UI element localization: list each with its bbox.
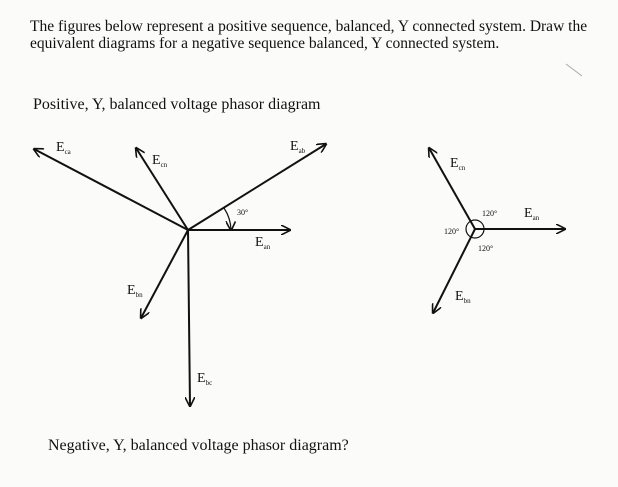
- phasor-ebc: [188, 230, 190, 406]
- label-ean-right: $E_{an}$: [524, 206, 540, 222]
- angle-label-30: 30°: [237, 208, 249, 217]
- intro-text: The figures below represent a positive sequence, balanced, Y connected system. Draw the equivalent diagrams for a negative sequence balanced, Y connected system.: [30, 18, 588, 52]
- label-eca: $E_{ca}$: [56, 140, 71, 156]
- label-ebn-right: $E_{bn}$: [455, 289, 471, 305]
- angle-label-120-c: 120°: [478, 244, 494, 253]
- angle-label-120-a: 120°: [482, 209, 498, 218]
- angle-arc-30: [224, 208, 231, 230]
- angle-label-120-b: 120°: [444, 227, 460, 236]
- label-ean: $E_{an}$: [255, 235, 271, 251]
- label-ecn: $E_{cn}$: [152, 153, 168, 169]
- label-ecn-right: $E_{cn}$: [450, 156, 466, 172]
- phasor-ebn: [141, 230, 188, 318]
- label-ebc: $E_{bc}$: [197, 371, 213, 387]
- label-ebn: $E_{bn}$: [127, 283, 143, 299]
- positive-phasor-diagram: [34, 139, 326, 406]
- phasor-eab: [188, 144, 326, 230]
- stray-mark: [566, 64, 582, 76]
- positive-diagram-heading: Positive, Y, balanced voltage phasor diagram: [33, 96, 321, 113]
- positive-phasor-diagram-simple: [429, 148, 565, 313]
- negative-diagram-heading: Negative, Y, balanced voltage phasor diagram?: [48, 437, 349, 454]
- label-eab: $E_{ab}$: [290, 139, 306, 155]
